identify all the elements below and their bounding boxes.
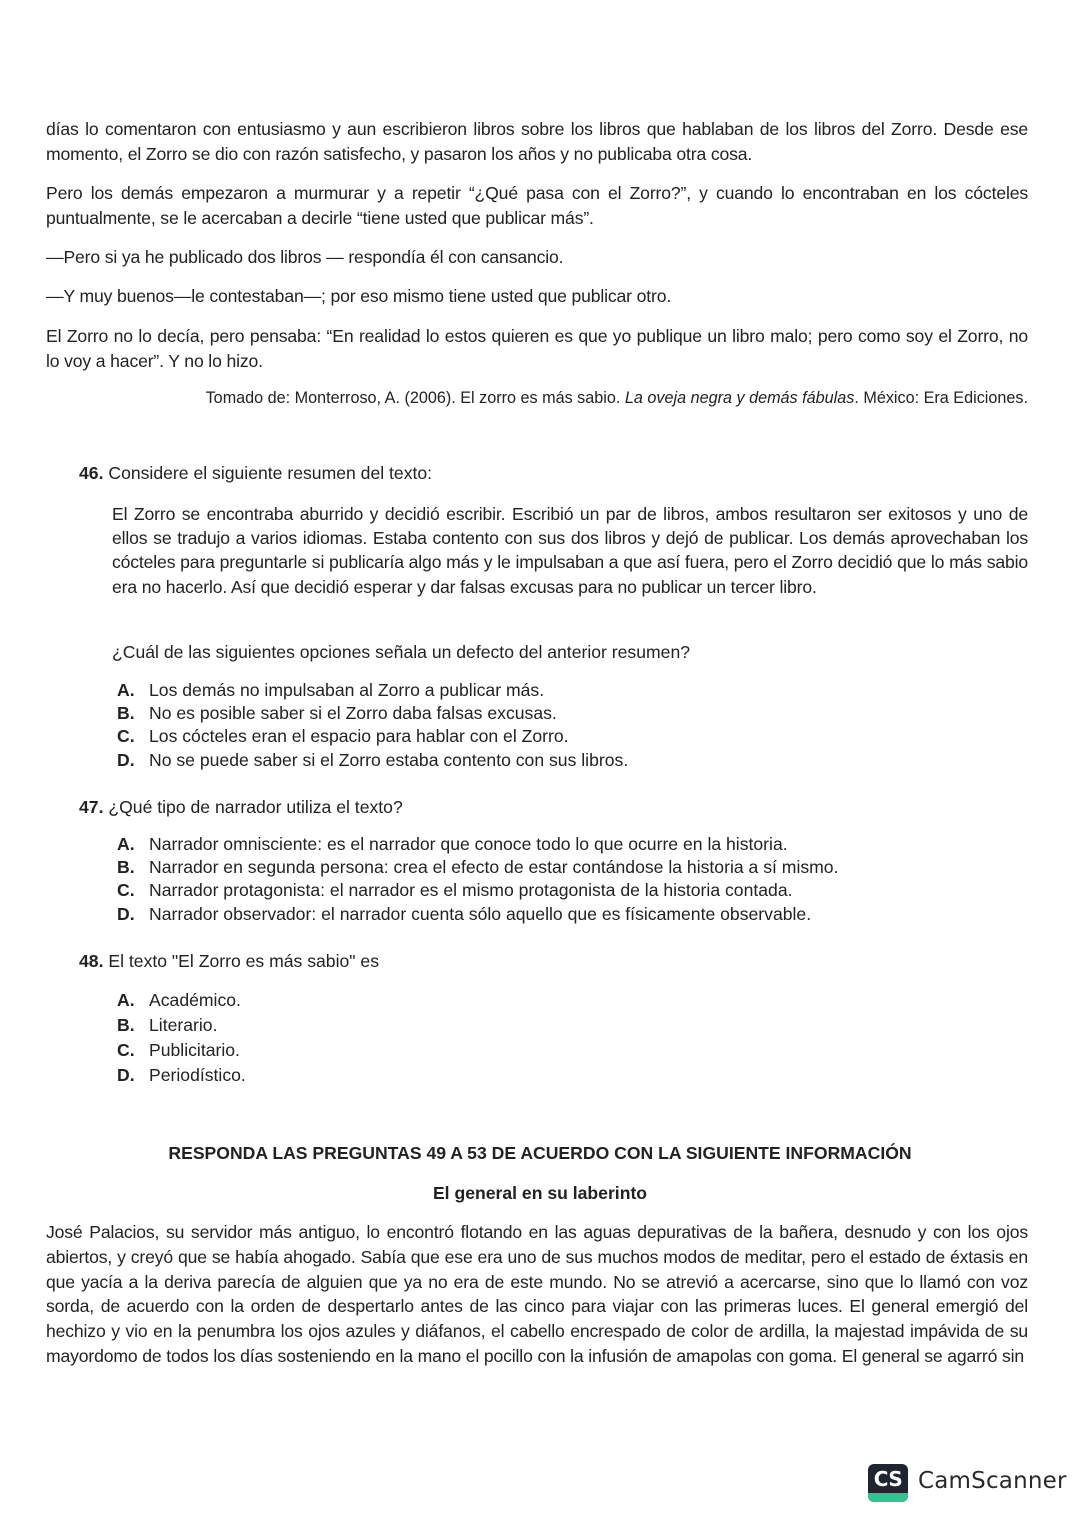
option-a[interactable]: [117, 679, 628, 702]
option-a[interactable]: [117, 833, 838, 856]
option-letter: D.: [117, 749, 135, 770]
question-48-options: [117, 988, 246, 1088]
option-letter: C.: [117, 880, 135, 901]
option-letter: A.: [117, 990, 135, 1010]
option-text: Narrador en segunda persona: crea el efecto de estar contándose la historia a sí mismo.: [149, 857, 839, 878]
question-48: [79, 949, 379, 973]
story-paragraph: días lo comentaron con entusiasmo y aun escribieron libros sobre los libros que hablaban de los libros del Zorro. Desde ese momento, el Zorro se dio con razón satisfecho, y pasaron los años y no publicaba otra cosa.: [46, 119, 1028, 164]
option-c[interactable]: [117, 725, 628, 748]
option-b[interactable]: [117, 856, 838, 879]
option-c[interactable]: [117, 1038, 246, 1063]
option-text: Académico.: [149, 990, 241, 1010]
question-47-options: [117, 833, 838, 926]
question-number: 46.: [79, 463, 104, 483]
logo-band: [868, 1493, 908, 1502]
question-number: 47.: [79, 797, 104, 817]
story-dialogue: —Y muy buenos—le contestaban—; por eso mismo tiene usted que publicar otro.: [46, 286, 672, 306]
question-number: 48.: [79, 951, 104, 971]
question-46: [79, 461, 432, 485]
option-text: No se puede saber si el Zorro estaba contento con sus libros.: [149, 749, 629, 770]
option-letter: C.: [117, 1040, 135, 1060]
citation-book-title: La oveja negra y demás fábulas: [624, 389, 855, 407]
logo-text: CS: [873, 1467, 903, 1491]
option-d[interactable]: [117, 903, 838, 926]
citation-prefix: Tomado de: Monterroso, A. (2006). El zorro es más sabio.: [205, 389, 625, 407]
story-paragraph: El Zorro no lo decía, pero pensaba: “En realidad lo estos quieren es que yo publique un libro malo; pero como soy el Zorro, no lo voy a hacer”. Y no lo hizo.: [46, 326, 1028, 371]
option-letter: A.: [117, 680, 135, 700]
camscanner-name: CamScanner: [918, 1468, 1067, 1494]
question-46-summary: El Zorro se encontraba aburrido y decidió escribir. Escribió un par de libros, ambos resultaron ser exitosos y uno de ellos se tradujo a varios idiomas. Estaba contento con sus dos libros y dejó de publicar. Los demás aprovechaban los cócteles para preguntarle si publicaría algo más y le impulsaban a que así fuera, pero el Zorro decidió que lo más sabio era no hacerlo. Así que decidió esperar y dar falsas excusas para no publicar un tercer libro.: [112, 504, 1028, 597]
option-letter: B.: [117, 1015, 135, 1035]
option-text: Narrador observador: el narrador cuenta sólo aquello que es físicamente observable.: [149, 903, 812, 924]
option-a[interactable]: [117, 988, 246, 1013]
camscanner-logo-icon: [868, 1464, 908, 1502]
citation-suffix: . México: Era Ediciones.: [854, 389, 1028, 407]
option-text: Narrador protagonista: el narrador es el mismo protagonista de la historia contada.: [149, 880, 793, 901]
story-dialogue: —Pero si ya he publicado dos libros — respondía él con cansancio.: [46, 247, 564, 267]
option-letter: B.: [117, 703, 135, 724]
option-d[interactable]: [117, 749, 628, 772]
question-46-options: [117, 679, 628, 772]
option-text: No es posible saber si el Zorro daba falsas excusas.: [149, 703, 557, 724]
option-text: Publicitario.: [149, 1040, 240, 1060]
question-prompt: Considere el siguiente resumen del texto:: [108, 463, 433, 483]
option-letter: D.: [117, 1065, 135, 1085]
story-paragraph: Pero los demás empezaron a murmurar y a repetir “¿Qué pasa con el Zorro?”, y cuando lo encontraban en los cócteles puntualmente, se le acercaban a decirle “tiene usted que publicar más”.: [46, 183, 1028, 228]
option-d[interactable]: [117, 1063, 246, 1088]
option-text: Literario.: [149, 1015, 218, 1035]
option-b[interactable]: [117, 1013, 246, 1038]
option-letter: C.: [117, 726, 135, 747]
option-c[interactable]: [117, 879, 838, 902]
citation: [104, 387, 1028, 409]
question-46-stem: ¿Cuál de las siguientes opciones señala un defecto del anterior resumen?: [112, 642, 691, 662]
option-b[interactable]: [117, 702, 628, 725]
option-letter: B.: [117, 857, 135, 878]
question-prompt: ¿Qué tipo de narrador utiliza el texto?: [108, 797, 403, 817]
option-text: Los demás no impulsaban al Zorro a publicar más.: [149, 680, 545, 700]
section-paragraph: José Palacios, su servidor más antiguo, lo encontró flotando en las aguas depurativas de la bañera, desnudo y con los ojos abiertos, y creyó que se había ahogado. Sabía que ese era uno de sus muchos modos de meditar, pero el estado de éxtasis en que yacía a la deriva parecía de alguien que ya no era de este mundo. No se atrevió a acercarse, sino que lo llamó con voz sorda, de acuerdo con la orden de despertarlo antes de las cinco para viajar con las primeras luces. El general emergió del hechizo y vio en la penumbra los ojos azules y diáfanos, el cabello encrespado de color de ardilla, la majestad impávida de su mayordomo de todos los días sosteniendo en la mano el pocillo con la infusión de amapolas con goma. El general se agarró sin: [46, 1222, 1028, 1366]
option-text: Periodístico.: [149, 1065, 246, 1085]
question-prompt: El texto "El Zorro es más sabio" es: [108, 951, 379, 971]
option-text: Los cócteles eran el espacio para hablar con el Zorro.: [149, 726, 569, 747]
section-instruction: RESPONDA LAS PREGUNTAS 49 A 53 DE ACUERDO CON LA SIGUIENTE INFORMACIÓN: [168, 1143, 912, 1163]
option-letter: A.: [117, 834, 135, 854]
option-text: Narrador omnisciente: es el narrador que conoce todo lo que ocurre en la historia.: [149, 834, 788, 854]
question-47: [79, 795, 403, 819]
section-title: El general en su laberinto: [432, 1183, 648, 1203]
option-letter: D.: [117, 903, 135, 924]
